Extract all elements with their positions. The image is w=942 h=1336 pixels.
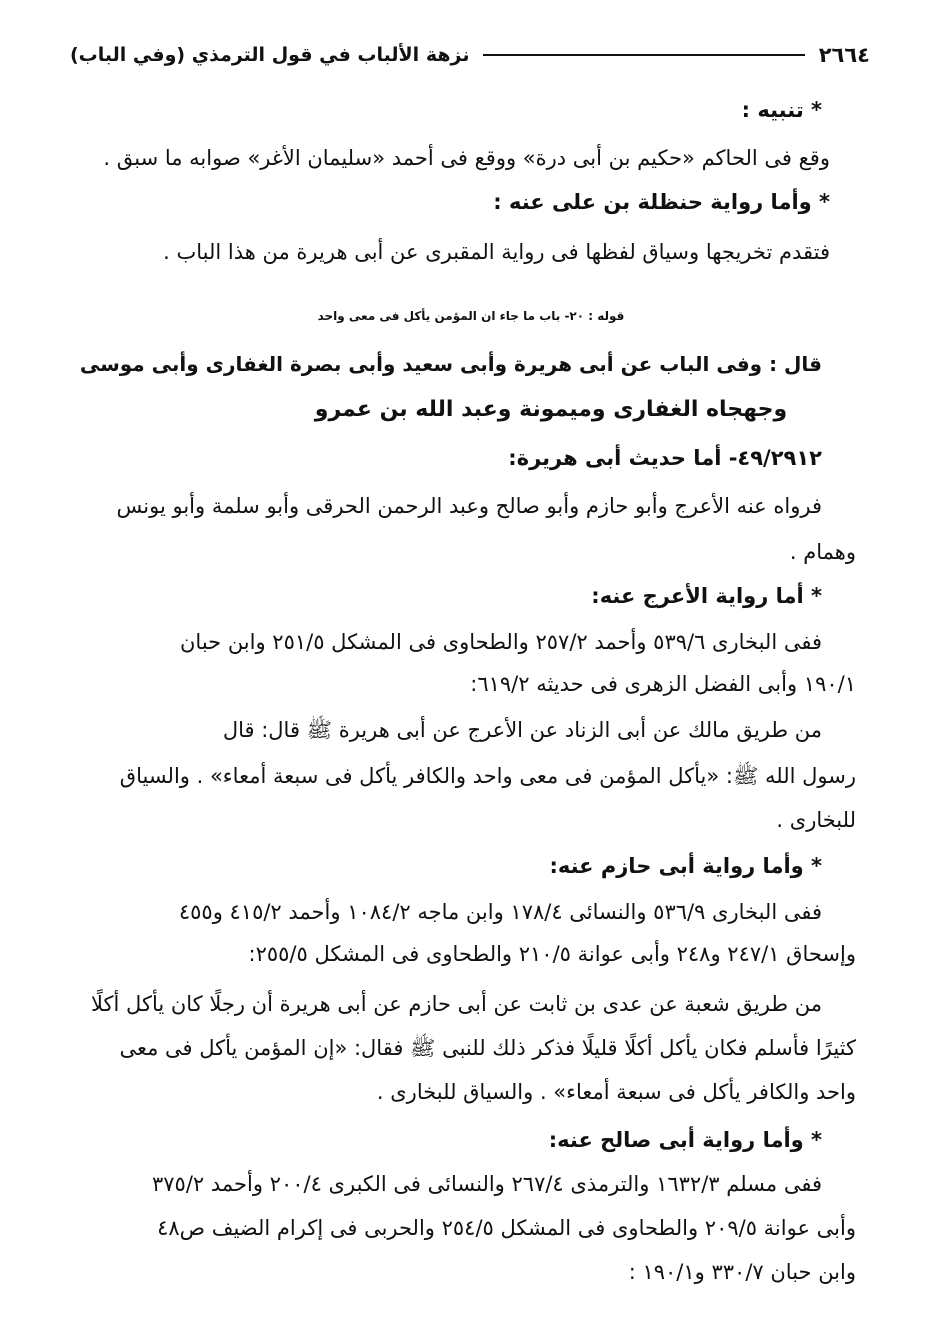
section-heading: * وأما رواية أبى صالح عنه: (548, 1128, 822, 1152)
body-line: ١٩٠/١ وأبى الفضل الزهرى فى حديثه ٦١٩/٢: (470, 672, 856, 696)
body-line: وأبى عوانة ٢٠٩/٥ والطحاوى فى المشكل ٢٥٤/٥ والحربى فى إكرام الضيف ص٤٨ (157, 1216, 856, 1240)
body-line: وإسحاق ٢٤٧/١ و٢٤٨ وأبى عوانة ٢١٠/٥ والطحاوى فى المشكل ٢٥٥/٥: (248, 942, 856, 966)
page-number: ٢٦٦٤ (818, 43, 870, 67)
running-header (70, 38, 870, 72)
chapter-text: وجهجاه الغفارى وميمونة وعبد الله بن عمرو (314, 397, 788, 422)
body-line: ففى مسلم ١٦٣٢/٣ والترمذى ٢٦٧/٤ والنسائى فى الكبرى ٢٠٠/٤ وأحمد ٣٧٥/٢ (151, 1172, 822, 1196)
header-rule (483, 54, 804, 56)
chapter-title: قوله : ٢٠- باب ما جاء ان المؤمن يأكل فى معى واحد (317, 309, 625, 323)
body-line: من طريق مالك عن أبى الزناد عن الأعرج عن أبى هريرة ﷺ قال: قال (222, 718, 822, 742)
body-line: وهمام . (789, 540, 856, 564)
note-heading: * تنبيه : (741, 98, 822, 122)
body-line: ففى البخارى ٥٣٩/٦ وأحمد ٢٥٧/٢ والطحاوى فى المشكل ٢٥١/٥ وابن حبان (180, 630, 822, 654)
body-line: واحد والكافر يأكل فى سبعة أمعاء» . والسياق للبخارى . (376, 1080, 856, 1104)
section-heading: * وأما رواية أبى حازم عنه: (549, 854, 822, 878)
body-line: وابن حبان ٣٣٠/٧ و١٩٠/١ : (628, 1260, 856, 1284)
chapter-text: قال : وفى الباب عن أبى هريرة وأبى سعيد وأبى بصرة الغفارى وأبى موسى (79, 352, 822, 376)
body-line: كثيرًا فأسلم فكان يأكل أكلًا قليلًا فذكر ذلك للنبى ﷺ فقال: «إن المؤمن يأكل فى معى (119, 1036, 856, 1060)
body-line: فرواه عنه الأعرج وأبو حازم وأبو صالح وعبد الرحمن الحرقى وأبو سلمة وأبو يونس (116, 494, 822, 518)
hadith-heading: ٤٩/٢٩١٢- أما حديث أبى هريرة: (508, 446, 822, 470)
section-heading: * أما رواية الأعرج عنه: (591, 584, 822, 608)
body-line: فتقدم تخريجها وسياق لفظها فى رواية المقبرى عن أبى هريرة من هذا الباب . (163, 240, 830, 264)
body-line: للبخارى . (776, 808, 856, 832)
body-line: رسول الله ﷺ: «يأكل المؤمن فى معى واحد والكافر يأكل فى سبعة أمعاء» . والسياق (119, 764, 856, 788)
body-line: من طريق شعبة عن عدى بن ثابت عن أبى حازم عن أبى هريرة أن رجلًا كان يأكل أكلًا (91, 992, 822, 1016)
body-line: وقع فى الحاكم «حكيم بن أبى درة» ووقع فى أحمد «سليمان الأغر» صوابه ما سبق . (103, 146, 830, 170)
header-title: نزهة الألباب في قول الترمذي (وفي الباب) (70, 44, 470, 66)
section-heading: * وأما رواية حنظلة بن على عنه : (493, 190, 830, 214)
body-line: ففى البخارى ٥٣٦/٩ والنسائى ١٧٨/٤ وابن ماجه ١٠٨٤/٢ وأحمد ٤١٥/٢ و٤٥٥ (178, 900, 822, 924)
